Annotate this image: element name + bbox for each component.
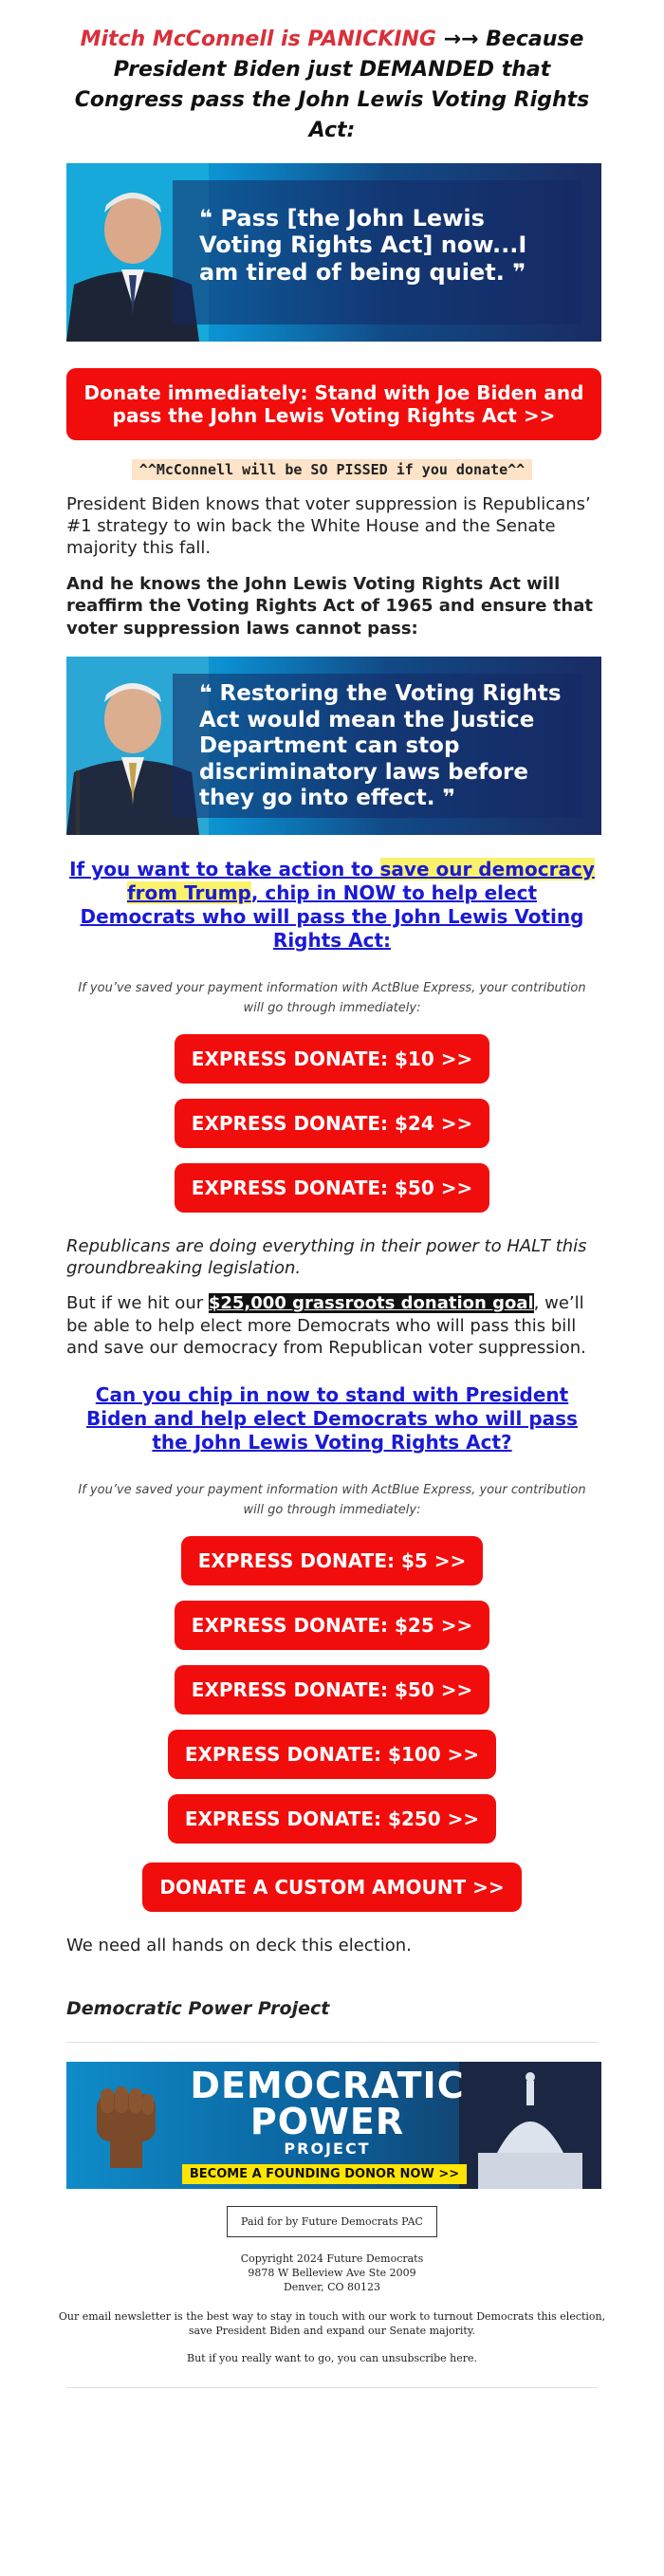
express-donate-25-button[interactable]: EXPRESS DONATE: $25 >> bbox=[175, 1601, 489, 1650]
headline-arrows: →→ bbox=[443, 28, 479, 51]
cta-link-save-democracy[interactable] bbox=[66, 858, 598, 953]
donate-main-button[interactable]: Donate immediately: Stand with Joe Biden and pass the John Lewis Voting Rights Act >> bbox=[66, 368, 601, 440]
dpp-title bbox=[190, 2065, 465, 2143]
paragraph-reaffirm: And he knows the John Lewis Voting Rights Act will reaffirm the Voting Rights Act of 1965 and ensure that voter suppression laws cannot pass: bbox=[66, 573, 593, 639]
express-donate-24-button[interactable]: EXPRESS DONATE: $24 >> bbox=[175, 1099, 489, 1148]
cta-part-2[interactable]: action to bbox=[278, 857, 380, 880]
cta-link-chip-in[interactable]: Can you chip in now to stand with President Biden and help elect Democrats who will pass the John Lewis Voting Rights Act? bbox=[86, 1383, 578, 1455]
banner-1-quote bbox=[199, 205, 569, 287]
close-quote-icon: ❞ bbox=[512, 259, 526, 287]
footer-copyright: Copyright 2024 Future Democrats bbox=[240, 2252, 424, 2266]
express-donate-50-button[interactable]: EXPRESS DONATE: $50 >> bbox=[175, 1163, 489, 1213]
biden-quote-banner-1[interactable] bbox=[66, 163, 601, 342]
express-donate-group-2 bbox=[66, 1536, 598, 1912]
capitol-dome-icon bbox=[459, 2062, 601, 2189]
donate-custom-amount-button[interactable]: DONATE A CUSTOM AMOUNT >> bbox=[142, 1863, 521, 1912]
biden-quote-banner-2[interactable] bbox=[66, 657, 601, 835]
express-donate-group-1 bbox=[66, 1034, 598, 1213]
dpp-line-1: DEMOCRATIC bbox=[190, 2065, 465, 2107]
dpp-line-3: PROJECT bbox=[284, 2140, 371, 2159]
banner-1-quote-text: Pass [the John Lewis Voting Rights Act] now...I am tired of being quiet. bbox=[199, 204, 527, 287]
divider bbox=[66, 2042, 598, 2043]
dpp-line-2: POWER bbox=[249, 2101, 405, 2143]
open-quote-icon: ❝ bbox=[199, 204, 213, 232]
cta-part-1[interactable]: If you want to take bbox=[69, 857, 279, 880]
footer-address-1: 9878 W Belleview Ave Ste 2009 bbox=[248, 2267, 416, 2280]
banner-2-quote-text: Restoring the Voting Rights Act would mean the Justice Department can stop discriminatory laws before they go into effect. bbox=[199, 680, 562, 811]
banner-2-quote bbox=[199, 681, 569, 812]
goal-before: But if we hit our bbox=[66, 1293, 209, 1314]
cta-part-3[interactable]: , chip in NOW to help elect Democrats who will pass the John Lewis Voting Rights Act: bbox=[80, 880, 584, 952]
unsubscribe-link[interactable]: But if you really want to go, you can unsubscribe here. bbox=[187, 2351, 477, 2364]
signoff: Democratic Power Project bbox=[66, 1998, 330, 2020]
footer-address-2: Denver, CO 80123 bbox=[283, 2281, 381, 2294]
paragraph-goal bbox=[66, 1292, 598, 1359]
express-donate-250-button[interactable]: EXPRESS DONATE: $250 >> bbox=[168, 1794, 496, 1844]
actblue-express-note: If you’ve saved your payment information with ActBlue Express, your contribution will go through immediately: bbox=[78, 980, 586, 1015]
goal-after: , we’ll be able to help elect more Democrats who will pass this bill and save our democracy from Republican voter suppression. bbox=[66, 1293, 586, 1359]
close-quote-icon: ❞ bbox=[442, 786, 456, 811]
express-donate-50-button[interactable]: EXPRESS DONATE: $50 >> bbox=[175, 1665, 489, 1714]
mcconnell-note: ^^McConnell will be SO PISSED if you donate^^ bbox=[132, 459, 532, 480]
express-donate-10-button[interactable]: EXPRESS DONATE: $10 >> bbox=[175, 1034, 489, 1084]
paragraph-halt: Republicans are doing everything in their power to HALT this groundbreaking legislation. bbox=[66, 1235, 587, 1278]
headline-red: Mitch McConnell is PANICKING bbox=[80, 28, 436, 51]
headline-rest: Because President Biden just DEMANDED that Congress pass the John Lewis Voting Rights Act: bbox=[74, 28, 590, 142]
headline bbox=[66, 0, 598, 146]
founding-donor-strip[interactable]: BECOME A FOUNDING DONOR NOW >> bbox=[182, 2164, 467, 2184]
express-donate-5-button[interactable]: EXPRESS DONATE: $5 >> bbox=[181, 1536, 484, 1585]
open-quote-icon: ❝ bbox=[199, 680, 212, 706]
raised-fist-icon bbox=[83, 2081, 169, 2170]
paid-for-by-box: Paid for by Future Democrats PAC bbox=[227, 2206, 437, 2237]
actblue-express-note-2: If you’ve saved your payment information with ActBlue Express, your contribution will go through immediately: bbox=[78, 1483, 586, 1518]
divider-bottom bbox=[66, 2387, 598, 2388]
paragraph-voter-suppression: President Biden knows that voter suppression is Republicans’ #1 strategy to win back the White House and the Senate majority this fall. bbox=[66, 493, 591, 559]
democratic-power-project-banner[interactable] bbox=[66, 2062, 601, 2189]
footer-about: Our email newsletter is the best way to stay in touch with our work to turnout Democrats this election, save President Biden and expand our Senate majority. bbox=[58, 2309, 606, 2337]
express-donate-100-button[interactable]: EXPRESS DONATE: $100 >> bbox=[168, 1730, 496, 1779]
footer bbox=[58, 2252, 606, 2365]
goal-highlight: $25,000 grassroots donation goal bbox=[208, 1293, 534, 1314]
cta-highlight[interactable]: save our democracy from Trump bbox=[126, 857, 595, 904]
email-body bbox=[58, 0, 606, 2388]
paragraph-all-hands: We need all hands on deck this election. bbox=[66, 1936, 412, 1956]
